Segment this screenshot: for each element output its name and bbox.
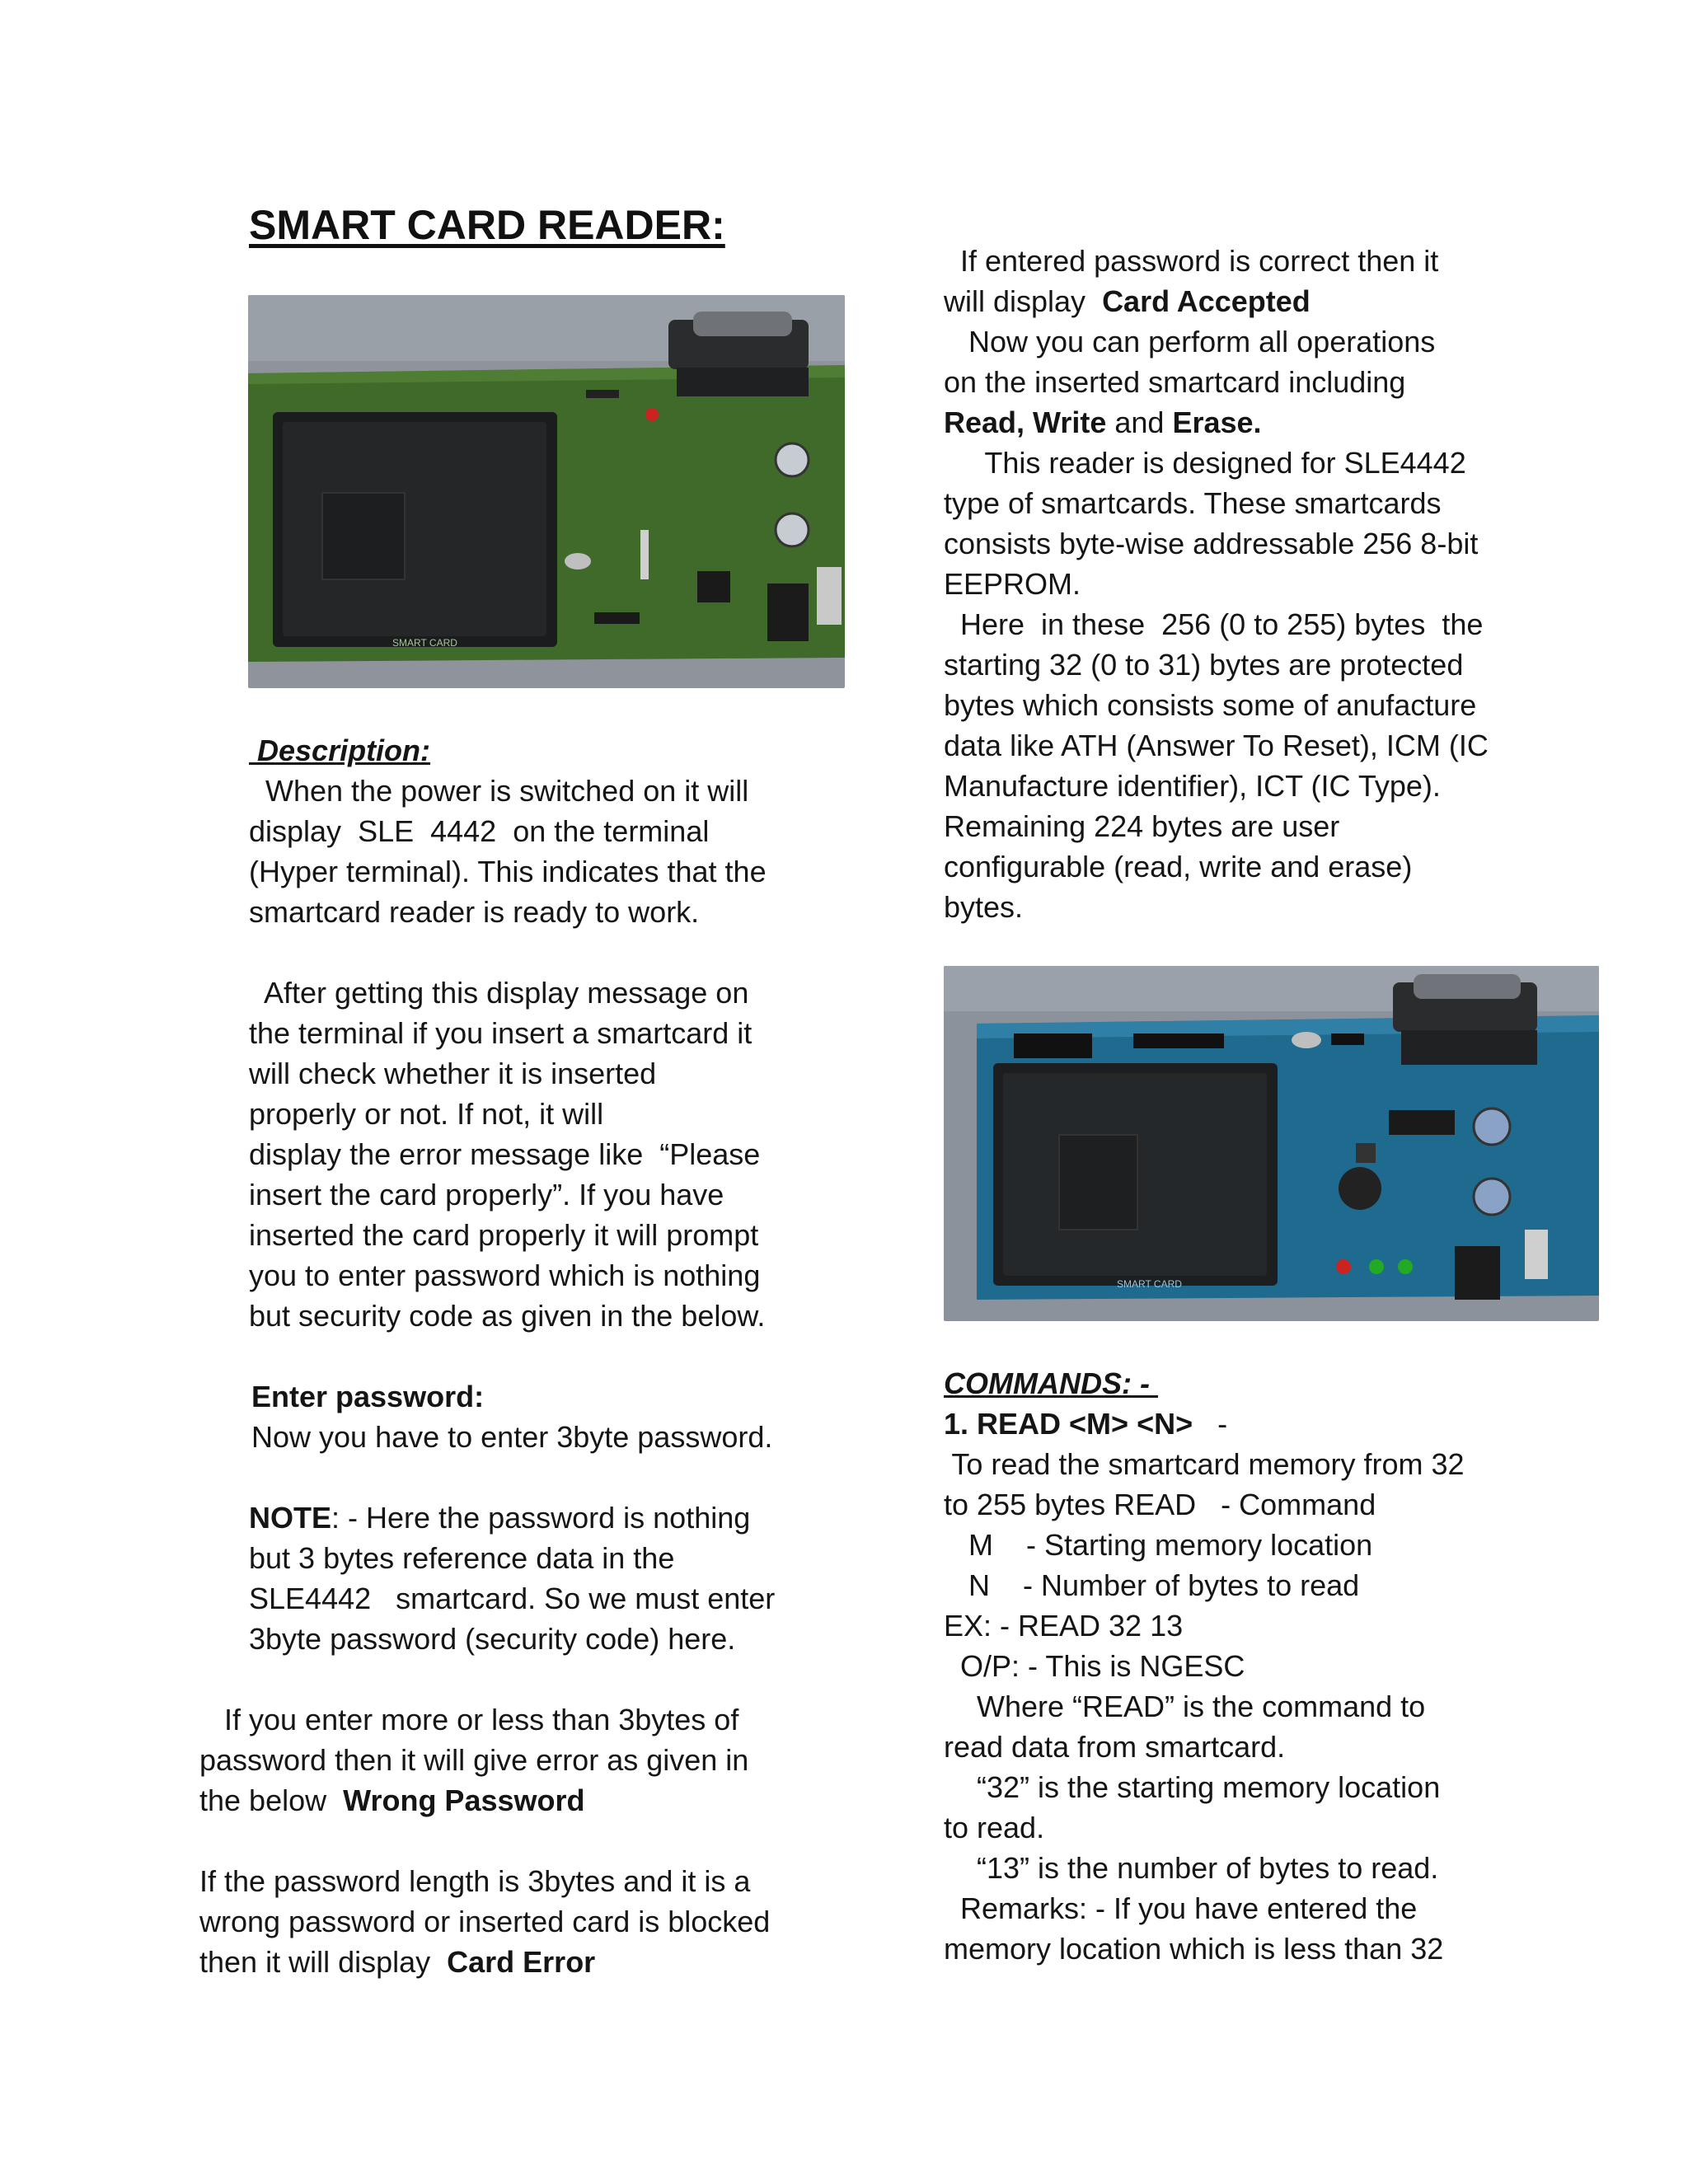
text-line: After getting this display message on bbox=[249, 976, 749, 1010]
wrong-password-message: Wrong Password bbox=[343, 1783, 585, 1817]
text-line: EEPROM. bbox=[944, 567, 1081, 601]
text-line bbox=[944, 281, 1311, 321]
text-line: “13” is the number of bytes to read. bbox=[944, 1851, 1439, 1885]
text-line: configurable (read, write and erase) bbox=[944, 850, 1413, 883]
note-text: : - Here the password is nothing bbox=[331, 1501, 751, 1535]
board1-silkscreen: SMART CARD bbox=[392, 637, 457, 649]
text-line: inserted the card properly it will prompt bbox=[249, 1218, 759, 1252]
erase-label: Erase. bbox=[1172, 405, 1262, 439]
note-label: NOTE bbox=[249, 1501, 332, 1535]
card-error-message: Card Error bbox=[447, 1945, 596, 1979]
text-line bbox=[944, 402, 1262, 443]
text-span: the below bbox=[199, 1783, 344, 1817]
text-line: Where “READ” is the command to bbox=[944, 1690, 1426, 1723]
card-accepted-message: Card Accepted bbox=[1102, 284, 1311, 318]
text-line: If the password length is 3bytes and it is a bbox=[199, 1864, 751, 1898]
text-line: SLE4442 smartcard. So we must enter bbox=[249, 1582, 776, 1615]
text-line: starting 32 (0 to 31) bytes are protected bbox=[944, 648, 1464, 682]
blue-board-image bbox=[944, 966, 1599, 1321]
text-line: the terminal if you insert a smartcard it bbox=[249, 1016, 753, 1050]
text-line: data like ATH (Answer To Reset), ICM (IC bbox=[944, 729, 1489, 762]
text-line: smartcard reader is ready to work. bbox=[249, 895, 700, 929]
description-heading: Description: bbox=[249, 733, 431, 767]
text-span: then it will display bbox=[199, 1945, 448, 1979]
page-title: SMART CARD READER: bbox=[249, 202, 725, 248]
text-line: Manufacture identifier), ICT (IC Type). bbox=[944, 769, 1441, 803]
text-line: This reader is designed for SLE4442 bbox=[944, 446, 1466, 480]
text-line: on the inserted smartcard including bbox=[944, 365, 1406, 399]
commands-heading: COMMANDS: - bbox=[944, 1366, 1158, 1400]
text-line: display SLE 4442 on the terminal bbox=[249, 814, 710, 848]
read-write-label: Read, Write bbox=[944, 405, 1107, 439]
text-line: If you enter more or less than 3bytes of bbox=[199, 1703, 739, 1736]
text-line: M - Starting memory location bbox=[944, 1528, 1373, 1562]
text-line: memory location which is less than 32 bbox=[944, 1932, 1444, 1966]
read-command-line bbox=[944, 1404, 1227, 1444]
text-line: bytes which consists some of anufacture bbox=[944, 688, 1477, 722]
text-line: O/P: - This is NGESC bbox=[944, 1649, 1245, 1683]
read-command-syntax: 1. READ <M> <N> bbox=[944, 1407, 1193, 1441]
text-line: password then it will give error as given in bbox=[199, 1743, 749, 1777]
note-first-line bbox=[249, 1497, 750, 1538]
text-line: “32” is the starting memory location bbox=[944, 1770, 1441, 1804]
text-line: Now you can perform all operations bbox=[944, 325, 1436, 359]
text-line: wrong password or inserted card is blocked bbox=[199, 1905, 771, 1938]
text-line: Here in these 256 (0 to 255) bytes the bbox=[944, 607, 1484, 641]
text-line: insert the card properly”. If you have bbox=[249, 1178, 724, 1212]
text-line: to read. bbox=[944, 1811, 1045, 1844]
text-line: read data from smartcard. bbox=[944, 1730, 1286, 1764]
text-line: To read the smartcard memory from 32 bbox=[944, 1447, 1465, 1481]
text-line: type of smartcards. These smartcards bbox=[944, 486, 1442, 520]
text-line bbox=[199, 1780, 585, 1821]
board2-silkscreen: SMART CARD bbox=[1117, 1278, 1182, 1290]
green-board-photo bbox=[248, 295, 845, 688]
text-line: bytes. bbox=[944, 890, 1024, 924]
text-line: (Hyper terminal). This indicates that the bbox=[249, 855, 767, 888]
text-span: will display bbox=[944, 284, 1103, 318]
text-line bbox=[199, 1942, 595, 1982]
text-line: If entered password is correct then it bbox=[944, 244, 1439, 278]
green-board-image bbox=[248, 295, 845, 688]
blue-board-photo bbox=[944, 966, 1599, 1321]
text-span: and bbox=[1106, 405, 1173, 439]
text-line: When the power is switched on it will bbox=[249, 774, 749, 808]
text-line: properly or not. If not, it will bbox=[249, 1097, 604, 1131]
text-line: consists byte-wise addressable 256 8-bit bbox=[944, 527, 1479, 560]
text-line: but 3 bytes reference data in the bbox=[249, 1541, 675, 1575]
text-line: EX: - READ 32 13 bbox=[944, 1609, 1184, 1643]
text-span: - bbox=[1193, 1407, 1228, 1441]
text-line: Remarks: - If you have entered the bbox=[944, 1891, 1418, 1925]
text-line: 3byte password (security code) here. bbox=[249, 1622, 736, 1656]
text-line: Remaining 224 bytes are user bbox=[944, 809, 1340, 843]
text-line: will check whether it is inserted bbox=[249, 1057, 657, 1090]
text-line: but security code as given in the below. bbox=[249, 1299, 766, 1333]
enter-password-text: Now you have to enter 3byte password. bbox=[251, 1420, 773, 1454]
text-line: you to enter password which is nothing bbox=[249, 1258, 761, 1292]
enter-password-label: Enter password: bbox=[251, 1380, 485, 1413]
text-line: to 255 bytes READ - Command bbox=[944, 1488, 1376, 1521]
text-line: display the error message like “Please bbox=[249, 1137, 761, 1171]
text-line: N - Number of bytes to read bbox=[944, 1568, 1360, 1602]
